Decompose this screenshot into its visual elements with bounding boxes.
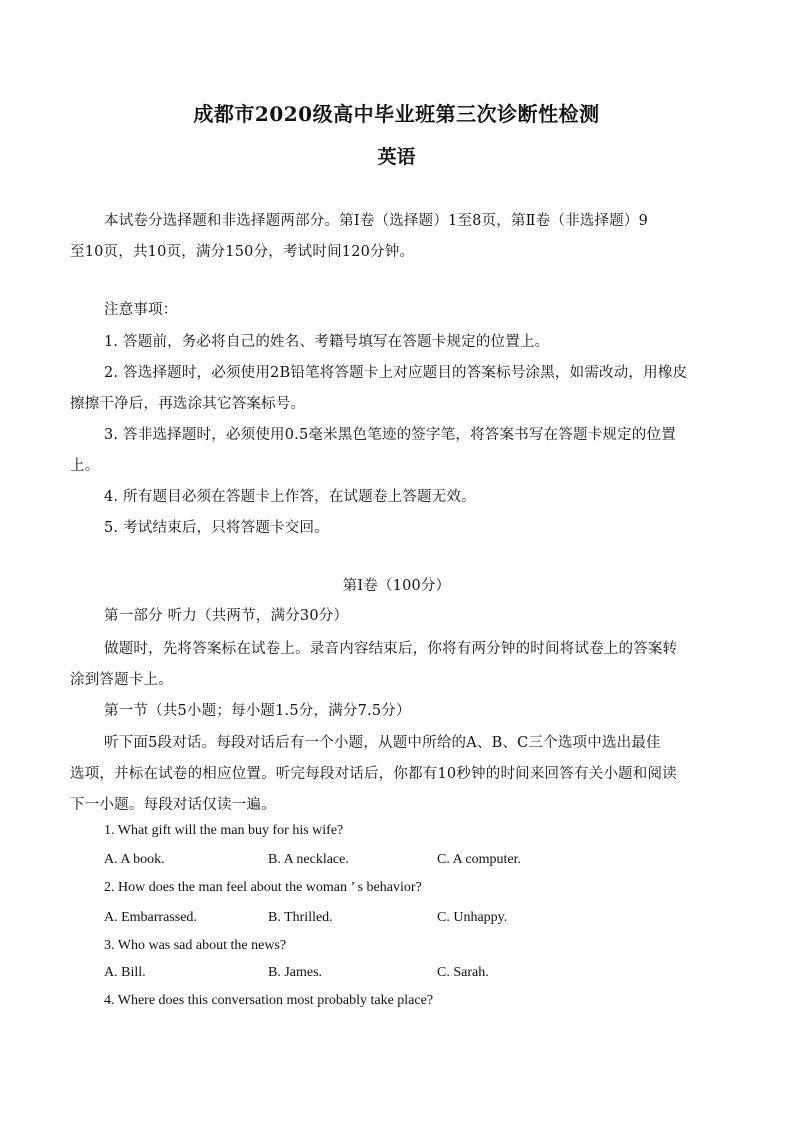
note-item-1: 1. 答题前，务必将自己的姓名、考籍号填写在答题卡规定的位置上。 xyxy=(104,334,550,350)
question-4: 4. Where does this conversation most probably take place? xyxy=(104,993,434,1008)
question-2: 2. How does the man feel about the woman ’ s behavior? xyxy=(104,880,422,895)
section-1-instruction-line-3: 下一小题。每段对话仅读一遍。 xyxy=(70,797,276,813)
question-1-option-c: C. A computer. xyxy=(437,852,521,867)
question-3-option-a: A. Bill. xyxy=(104,965,146,980)
section-1-title: 第一节（共5小题；每小题1.5分，满分7.5分） xyxy=(104,703,411,719)
note-item-4: 4. 所有题目必须在答题卡上作答，在试题卷上答题无效。 xyxy=(104,489,476,505)
intro-line-1: 本试卷分选择题和非选择题两部分。第Ⅰ卷（选择题）1至8页，第Ⅱ卷（非选择题）9 xyxy=(104,213,649,229)
note-item-2-line-1: 2. 答选择题时，必须使用2B铅笔将答题卡上对应题目的答案标号涂黑，如需改动，用橡皮 xyxy=(104,365,688,381)
notes-heading: 注意事项： xyxy=(104,302,178,318)
question-2-option-c: C. Unhappy. xyxy=(437,910,508,925)
question-3: 3. Who was sad about the news? xyxy=(104,938,287,953)
question-1-option-b: B. A necklace. xyxy=(268,852,349,867)
question-2-option-b: B. Thrilled. xyxy=(268,910,333,925)
part-1-instruction-line-1: 做题时，先将答案标在试卷上。录音内容结束后，你将有两分钟的时间将试卷上的答案转 xyxy=(104,641,678,657)
note-item-3-line-1: 3. 答非选择题时，必须使用0.5毫米黑色笔迹的签字笔，将答案书写在答题卡规定的位置 xyxy=(104,427,676,443)
question-3-option-c: C. Sarah. xyxy=(437,965,489,980)
exam-title: 成都市2020级高中毕业班第三次诊断性检测 xyxy=(193,102,600,126)
section-1-instruction-line-2: 选项，并标在试卷的相应位置。听完每段对话后，你都有10秒钟的时间来回答有关小题和阅读 xyxy=(70,766,677,782)
subject-title: 英语 xyxy=(377,146,416,168)
note-item-2-line-2: 擦擦干净后，再选涂其它答案标号。 xyxy=(70,396,306,412)
volume-1-heading: 第Ⅰ卷（100分） xyxy=(342,578,451,594)
section-1-instruction-line-1: 听下面5段对话。每段对话后有一个小题，从题中所给的A、B、C三个选项中选出最佳 xyxy=(104,735,661,751)
intro-line-2: 至10页，共10页，满分150分，考试时间120分钟。 xyxy=(70,244,415,260)
note-item-5: 5. 考试结束后，只将答题卡交回。 xyxy=(104,520,329,536)
question-3-option-b: B. James. xyxy=(268,965,323,980)
question-2-option-a: A. Embarrassed. xyxy=(104,910,197,925)
note-item-3-line-2: 上。 xyxy=(70,458,100,474)
part-1-title: 第一部分 听力（共两节，满分30分） xyxy=(104,608,349,624)
question-1: 1. What gift will the man buy for his wife? xyxy=(104,823,344,838)
question-1-option-a: A. A book. xyxy=(104,852,165,867)
part-1-instruction-line-2: 涂到答题卡上。 xyxy=(70,672,173,688)
